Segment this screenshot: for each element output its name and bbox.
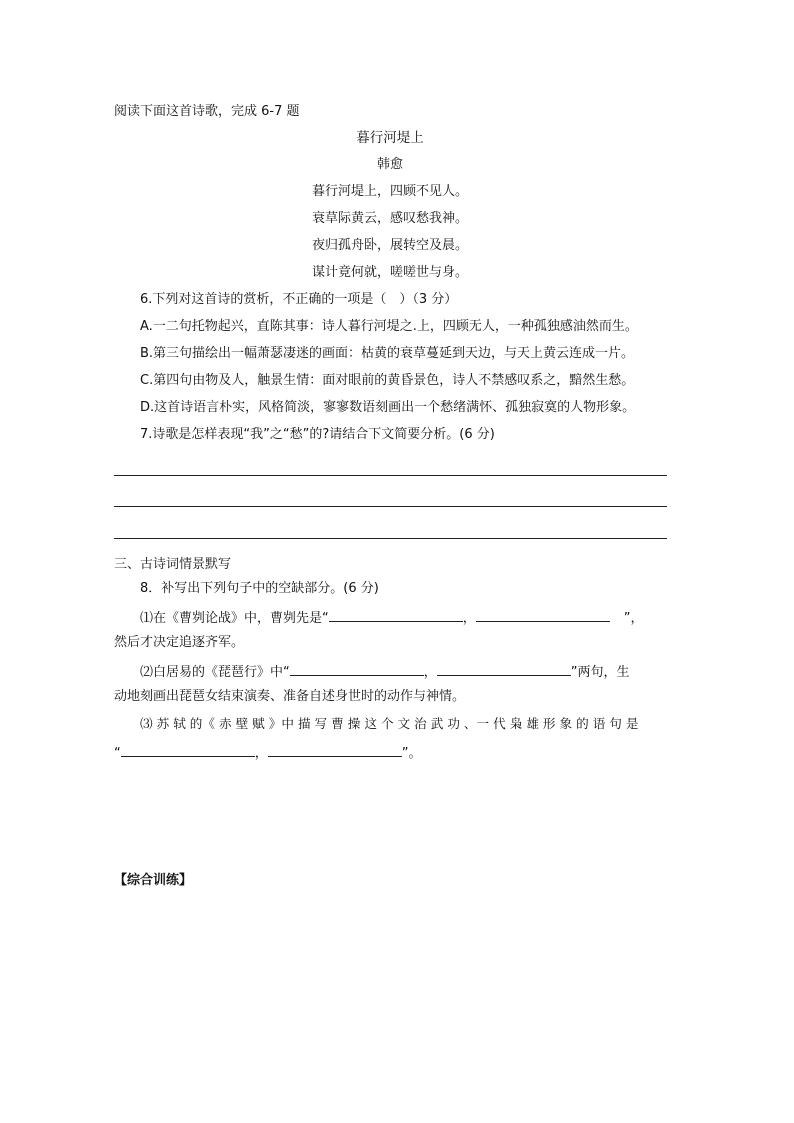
q8-item2-prefix: ⑵白居易的《琵琶行》中“ (140, 665, 290, 680)
fill-blank[interactable] (437, 661, 571, 676)
comma: ， (423, 665, 437, 680)
poem-line: 衰草际黄云，感叹愁我神。 (311, 211, 468, 226)
q8-item2 (140, 661, 630, 682)
close-quote: ”。 (401, 746, 422, 761)
answer-line[interactable] (114, 475, 667, 476)
q8-item1-cont: 然后才决定追逐齐军。 (114, 635, 245, 650)
q6-option-a: A.一二句托物起兴，直陈其事：诗人暮行河堤之.上，四顾无人，一种孤独感油然而生。 (140, 319, 638, 334)
comma: ， (254, 746, 268, 761)
fill-blank[interactable] (476, 607, 610, 622)
q8-stem: 8．补写出下列句子中的空缺部分。(6 分) (140, 581, 379, 596)
q6-option-c: C.第四句由物及人，触景生情：面对眼前的黄昏景色，诗人不禁感叹系之，黯然生愁。 (140, 373, 635, 388)
answer-line[interactable] (114, 506, 667, 507)
q8-item2-cont: 动地刻画出琵琶女结束演奏、准备自述身世时的动作与神情。 (114, 689, 466, 704)
q8-item3: ⑶ 苏 轼 的《 赤 壁 赋 》中 描 写 曹 操 这 个 文 治 武 功 、一 代 枭 雄 形 象 的 语 句 是 (140, 716, 639, 731)
q7-stem: 7.诗歌是怎样表现“我”之“愁”的?请结合下文简要分析。(6 分) (140, 427, 495, 442)
q6-option-b: B.第三句描绘出一幅萧瑟凄迷的画面：枯黄的衰草蔓延到天边，与天上黄云连成一片。 (140, 346, 635, 361)
fill-blank[interactable] (329, 607, 463, 622)
fill-blank[interactable] (268, 742, 402, 757)
poem-author: 韩愈 (376, 157, 403, 172)
fill-blank[interactable] (121, 742, 255, 757)
q8-item1-suffix: ”， (623, 611, 644, 626)
section-zonghe-title: 【综合训练】 (114, 873, 193, 888)
poem-line: 谋计竟何就，嗟嗟世与身。 (311, 265, 468, 280)
section3-title: 三、古诗词情景默写 (114, 557, 232, 572)
open-quote: “ (114, 746, 121, 761)
answer-line[interactable] (114, 538, 667, 539)
fill-blank[interactable] (290, 661, 424, 676)
q8-item1-prefix: ⑴在《曹刿论战》中，曹刿先是“ (140, 611, 329, 626)
q8-item3-blanks (114, 742, 422, 763)
q6-option-d: D.这首诗语言朴实，风格简淡，寥寥数语刻画出一个愁绪满怀、孤独寂寞的人物形象。 (140, 400, 636, 415)
q6-stem: 6.下列对这首诗的赏析，不正确的一项是（ ）（3 分） (140, 292, 458, 307)
poem-line: 暮行河堤上，四顾不见人。 (311, 184, 468, 199)
poem-title: 暮行河堤上 (356, 130, 424, 146)
comma: ， (462, 611, 476, 626)
q8-item1 (140, 607, 644, 628)
intro-text: 阅读下面这首诗歌，完成 6-7 题 (114, 104, 300, 119)
poem-line: 夜归孤舟卧，展转空及晨。 (311, 238, 468, 253)
q8-item2-suffix: ”两句，生 (570, 665, 630, 680)
